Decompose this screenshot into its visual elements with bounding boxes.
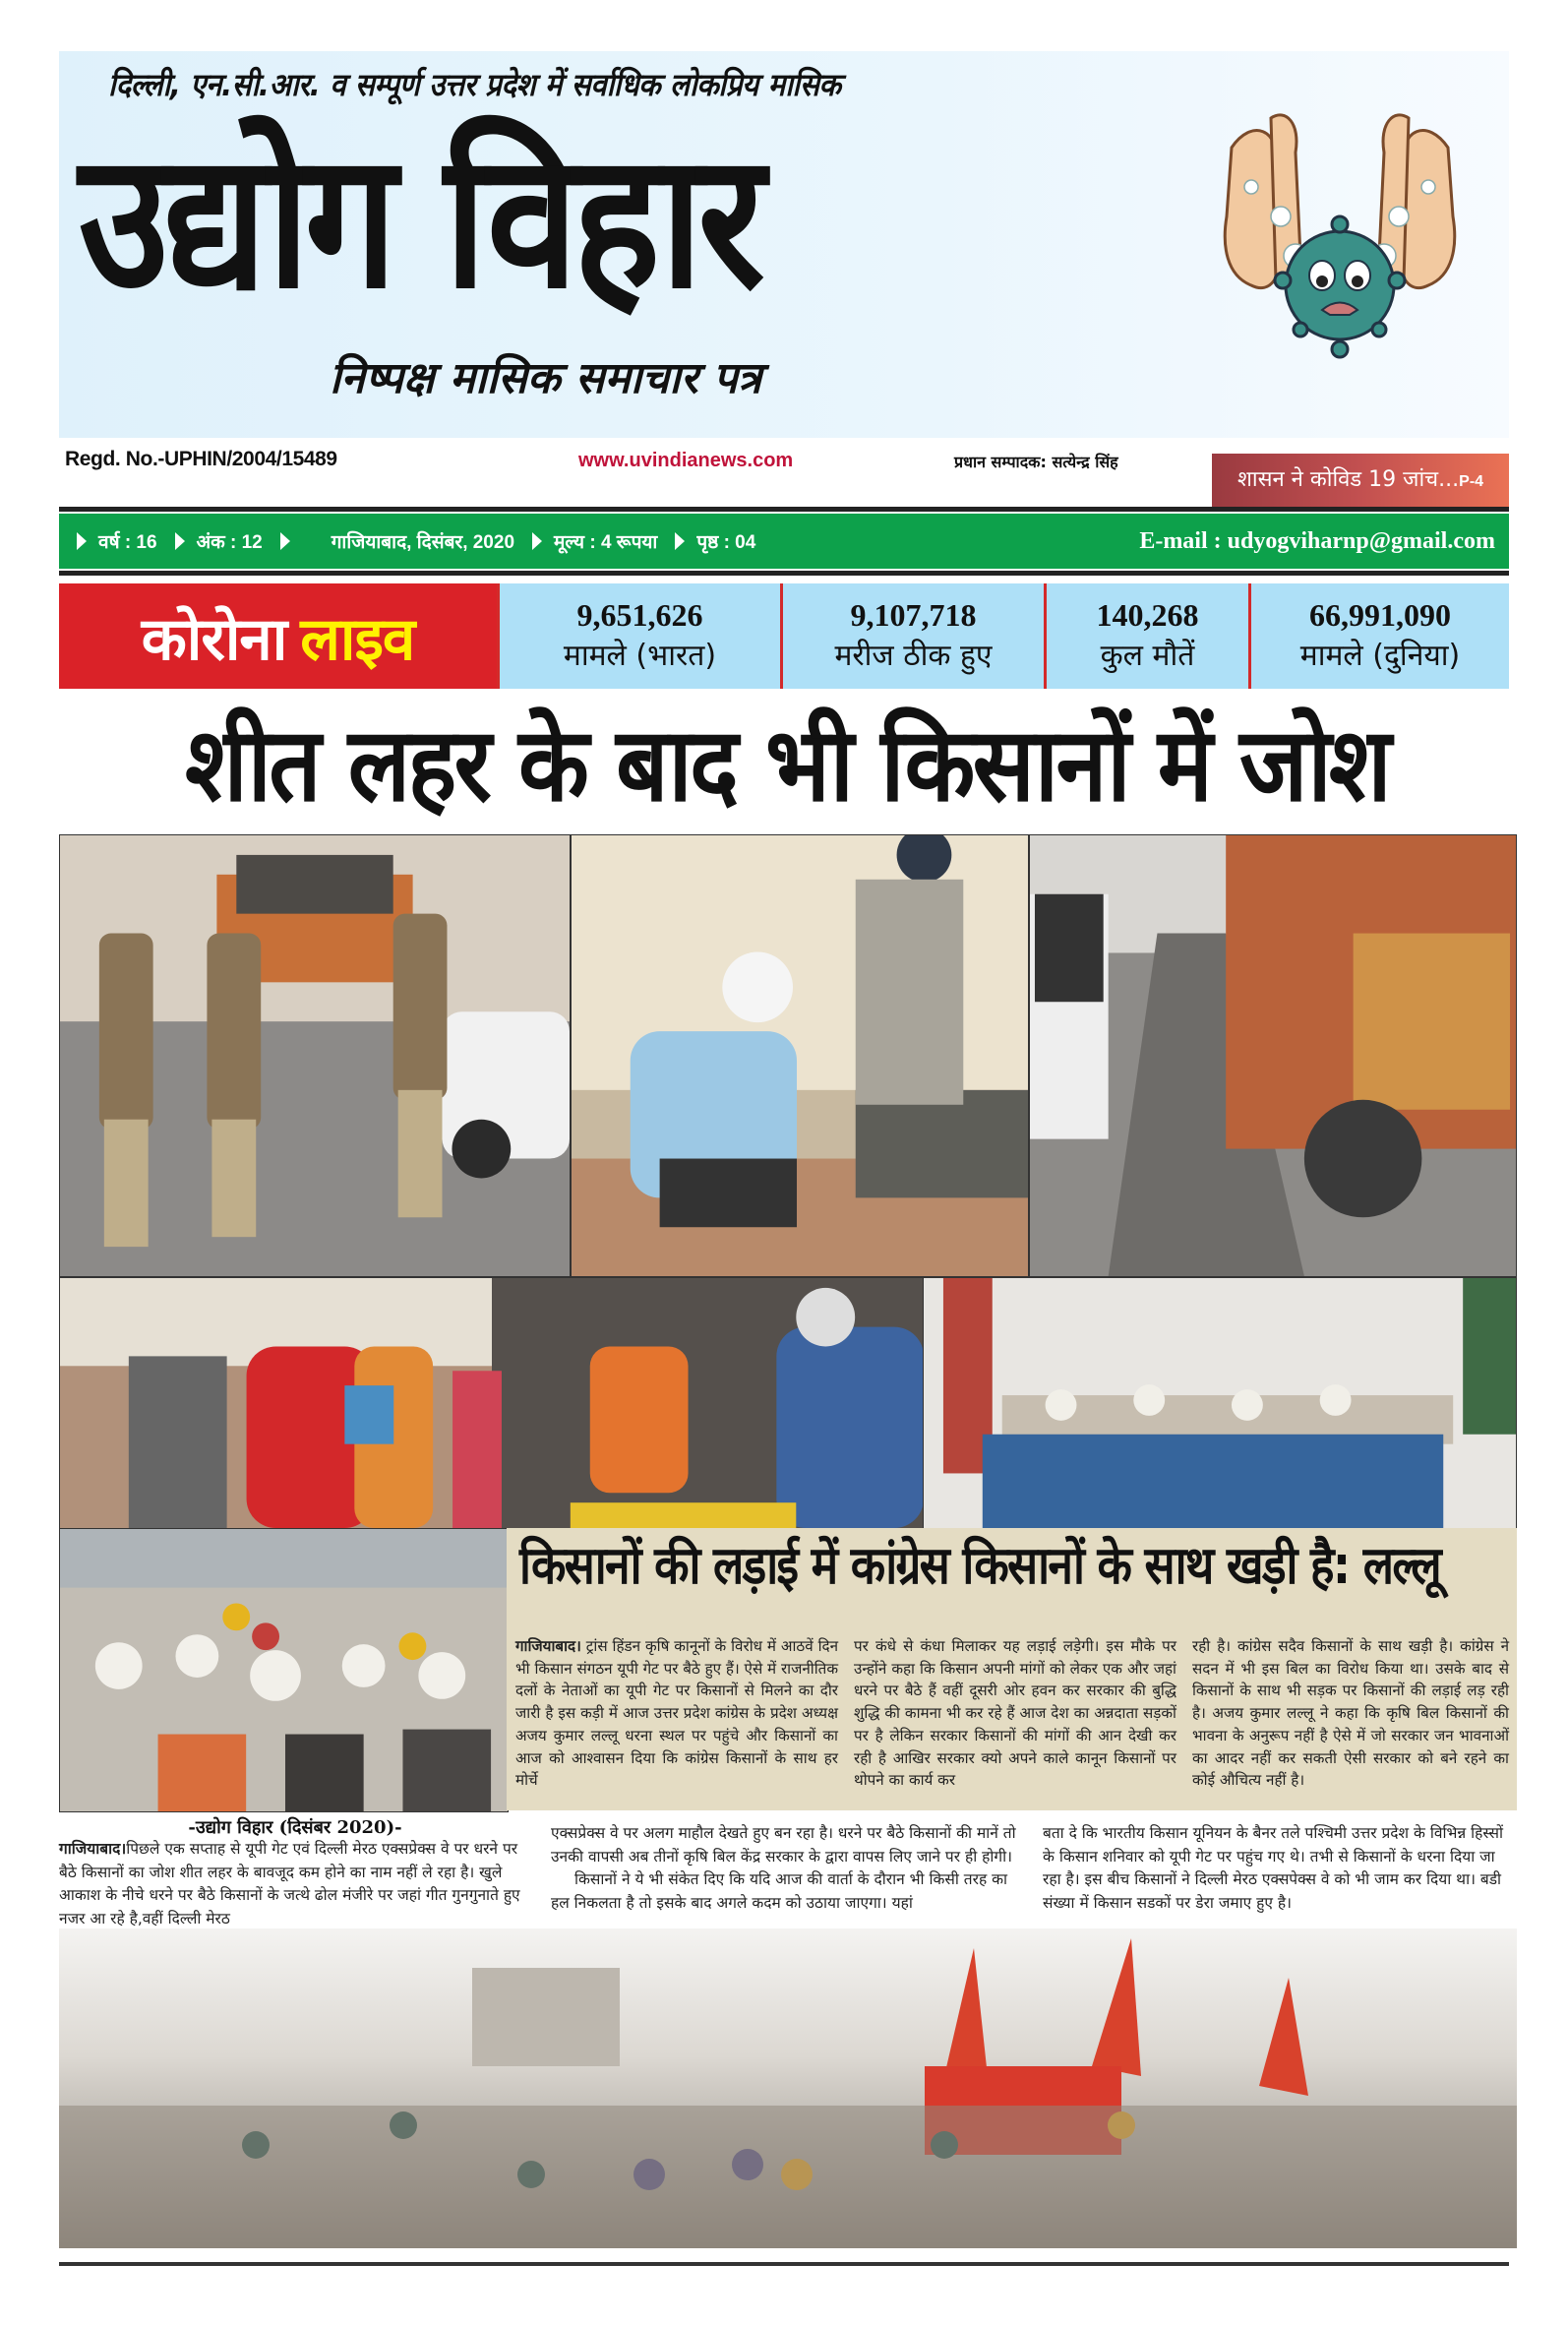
triangle-bullet-icon [77,532,87,550]
main-story-column-3: बता दे कि भारतीय किसान यूनियन के बैनर तले पश्चिमी उत्तर प्रदेश के विभिन्न हिस्सों के किसान शनिवार को यूपी गेट पर पहुंच गए थे। तभी से किसानों के धरना दिया जा रहा है। इस बीच किसानों ने दिल्ली मेरठ एक्सपेक्स वे को भी जाम कर दिया था। बडी संख्या में किसान सडकों पर डेरा जमाए हुए है। [1043,1824,1504,1912]
stat-world-cases [1248,583,1509,689]
place-date: गाजियाबाद, दिसंबर, 2020 [331,532,515,553]
stat-deaths [1044,583,1248,689]
photo-farmers-on-trolley [923,1277,1517,1529]
main-headline: शीत लहर के बाद भी किसानों में जोश [185,704,1389,825]
corona-live-box [59,583,1509,689]
stat-value: 9,651,626 [576,596,703,633]
divider [59,571,1509,576]
photo-protesters-red-flags [59,1928,1517,2248]
coronavirus-handwash-icon [1212,108,1468,389]
congress-story-column-1 [515,1635,838,1792]
photo-farmer-eating [571,834,1029,1277]
photo-tractor-trolleys [1029,834,1517,1277]
stat-label: मरीज ठीक हुए [834,638,993,673]
website-link[interactable]: www.uvindianews.com [578,450,794,471]
congress-story-column-2: पर कंधे से कंधा मिलाकर यह लड़ाई लड़ेगी। इस मौके पर उन्होंने कहा कि किसान अपनी मांगों को लेकर एक और जहां धरने पर बैठे हैं वहीं दूसरी ओर हवन कर सरकार की बुद्धि शुद्धि की कामना भी कर रहे हैं आज देश का अन्नदाता सड़कों पर है लेकिन सरकार किसानों की मांगों की आन देखी कर रही है आखिर सरकार क्यो अपने काले कानून किसानों पर थोपने का कार्य कर [854,1637,1176,1790]
congress-story-column-3: रही है। कांग्रेस सदैव किसानों के साथ खड़ी है। कांग्रेस ने सदन में भी इस बिल का विरोध किया था। उसके बाद से किसानों के साथ भी सड़क पर किसानों की लड़ाई लड़ रही है। अजय कुमार लल्लू ने कहा कि कृषि बिल किसानों की भावना के अनुरूप नहीं है ऐसे में जो सरकार जन भावनाओं का आदर नहीं कर सकती ऐसी सरकार को बने रहने का कोई औचित्य नहीं है। [1192,1637,1509,1790]
column-text: पिछले एक सप्ताह से यूपी गेट एवं दिल्ली मेरठ एक्सप्रेक्स वे पर धरने पर बैठे किसानों का जोश शीत लहर के बावजूद कम होने का नाम नहीं ले रहा है। खुले आकाश के नीचे धरने पर बैठे किसानों के जत्थे ढोल मंजीरे पर जहां गीत गुनगुनाते हुए नजर आ रहे है,वहीं दिल्ली मेरठ [59,1840,520,1927]
teaser-text: शासन ने कोविड 19 जांच... [1236,467,1460,492]
photo-seated-protesters [59,1528,509,1812]
corona-label-part2: लाइव [300,604,415,674]
masthead-tagline: दिल्ली, एन.सी.आर. व सम्पूर्ण उत्तर प्रदेश में सर्वाधिक लोकप्रिय मासिक [108,66,841,103]
issue: अंक : 12 [196,532,263,553]
triangle-bullet-icon [280,532,290,550]
pages: पृष्ठ : 04 [696,532,756,553]
year: वर्ष : 16 [98,532,157,553]
byline: -उद्योग विहार (दिसंबर 2020)- [188,1817,402,1838]
corona-label-part1: कोरोना [141,604,287,674]
photo-women-protesters [59,1277,925,1529]
triangle-bullet-icon [675,532,685,550]
stat-value: 140,268 [1096,596,1199,633]
divider [59,507,1509,512]
teaser-page: P-4 [1459,473,1484,490]
newspaper-subtitle: निष्पक्ष मासिक समाचार पत्र [330,353,762,403]
triangle-bullet-icon [532,532,542,550]
stat-value: 9,107,718 [850,596,977,633]
divider [59,2262,1509,2266]
main-story-column-1 [59,1838,531,1930]
main-story-column-2 [551,1822,1025,1915]
stat-label: मामले (दुनिया) [1299,638,1461,673]
page4-teaser[interactable] [1212,454,1509,507]
congress-story-headline: किसानों की लड़ाई में कांग्रेस किसानों के साथ खड़ी है: लल्लू [519,1536,1440,1596]
stat-label: मामले (भारत) [563,638,717,673]
paragraph: एक्सप्रेक्स वे पर अलग माहौल देखते हुए बन रहा है। धरने पर बैठे किसानों की मानें तो उनकी वापसी अब तीनों कृषि बिल केंद्र सरकार के द्वारा वापस लिए जाने पर ही होगी। [551,1824,1016,1866]
corona-live-label [59,583,497,689]
stat-recovered [780,583,1044,689]
dateline: गाजियाबाद। [59,1840,127,1858]
dateline: गाजियाबाद। [515,1637,581,1655]
stat-value: 66,991,090 [1309,596,1451,633]
stat-label: कुल मौतें [1100,638,1195,673]
column-text: ट्रांस हिंडन कृषि कानूनों के विरोध में आठवें दिन भी किसान संगठन यूपी गेट पर बैठे हुए हैं। ऐसे में राजनीतिक दलों के नेताओं का यूपी गेट पर किसानों से मिलने का दौर जारी है इस कड़ी में आज उत्तर प्रदेश कांग्रेस के प्रदेश अध्यक्ष अजय कुमार लल्लू धरना स्थल पर पहुंचे और किसानों का आज को आश्वासन दिया कि कांग्रेस किसानों के साथ हर मोर्चे [515,1637,838,1790]
registration-number: Regd. No.-UPHIN/2004/15489 [65,448,337,470]
triangle-bullet-icon [175,532,185,550]
photo-police-patrol [59,834,571,1277]
paragraph: किसानों ने ये भी संकेत दिए कि यदि आज की वार्ता के दौरान भी किसी तरह का हल निकलता है तो इसके बाद अगले कदम को उठाया जाएगा। यहां [551,1870,1008,1912]
price: मूल्य : 4 रूपया [554,532,658,553]
issue-info-bar [59,514,1509,569]
stat-india-cases [497,583,780,689]
email-address[interactable]: E-mail : udyogviharnp@gmail.com [1139,527,1495,554]
newspaper-title: उद्योग विहार [79,112,760,330]
chief-editor: प्रधान सम्पादक: सत्येन्द्र सिंह [954,453,1118,471]
